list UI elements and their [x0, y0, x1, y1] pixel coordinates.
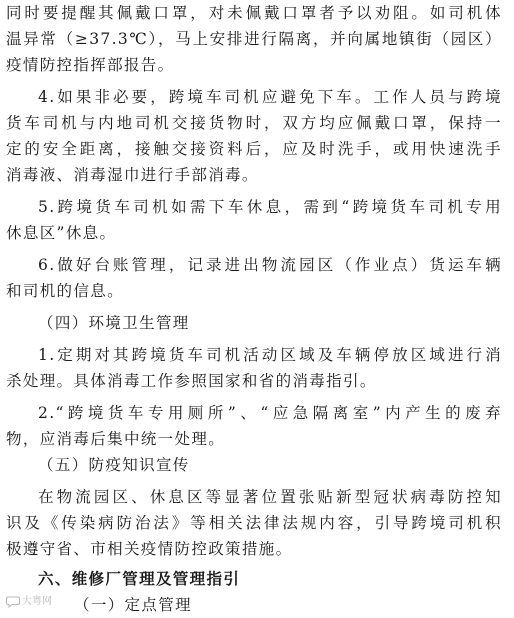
- paragraph-line: 1.定期对其跨境货车司机活动区域及车辆停放区域进行消: [38, 346, 502, 364]
- paragraph-line: 休息区”休息。: [6, 224, 117, 242]
- section-heading: （五）防疫知识宣传: [38, 456, 190, 474]
- paragraph-line: 同时要提醒其佩戴口罩，对未佩戴口罩者予以劝阻。如司机体: [6, 4, 502, 22]
- paragraph-line: 疫情防控指挥部报告。: [6, 56, 175, 74]
- paragraph-line: 物，应消毒后集中统一处理。: [6, 430, 226, 448]
- paragraph-line: 5.跨境货车司机如需下车休息，需到“跨境货车司机专用: [38, 198, 502, 216]
- chapter-heading: 六、维修厂管理及管理指引: [38, 570, 241, 588]
- section-heading: （一）定点管理: [74, 596, 192, 614]
- paragraph-line: 2.“跨境货车专用厕所”、“应急隔离室”内产生的废弃: [38, 404, 502, 422]
- paragraph-line: 杀处理。具体消毒工作参照国家和省的消毒指引。: [6, 372, 377, 390]
- paragraph-line: 定的安全距离，接触交接资料后，应及时洗手，或用快速洗手: [6, 140, 502, 158]
- watermark-text: 大粤网: [22, 596, 52, 607]
- paragraph-line: 识及《传染病防治法》等相关法律法规内容，引导跨境司机积: [6, 514, 502, 532]
- paragraph-line: 温异常（≥37.3℃），马上安排进行隔离，并向属地镇街（园区）: [6, 30, 502, 48]
- paragraph-line: 6.做好台账管理，记录进出物流园区（作业点）货运车辆: [38, 256, 502, 274]
- paragraph-line: 和司机的信息。: [6, 282, 124, 300]
- paragraph-line: 4.如果非必要，跨境车司机应避免下车。工作人员与跨境: [38, 88, 502, 106]
- section-heading: （四）环境卫生管理: [38, 314, 190, 332]
- paragraph-line: 消毒液、消毒湿巾进行手部消毒。: [6, 166, 259, 184]
- paragraph-line: 在物流园区、休息区等显著位置张贴新型冠状病毒防控知: [38, 488, 502, 506]
- paragraph-line: 货车司机与内地司机交接货物时，双方均应佩戴口罩，保持一: [6, 114, 502, 132]
- paragraph-line: 极遵守省、市相关疫情防控政策措施。: [6, 540, 293, 558]
- watermark: [6, 594, 52, 610]
- speech-bubble-icon: [6, 596, 20, 608]
